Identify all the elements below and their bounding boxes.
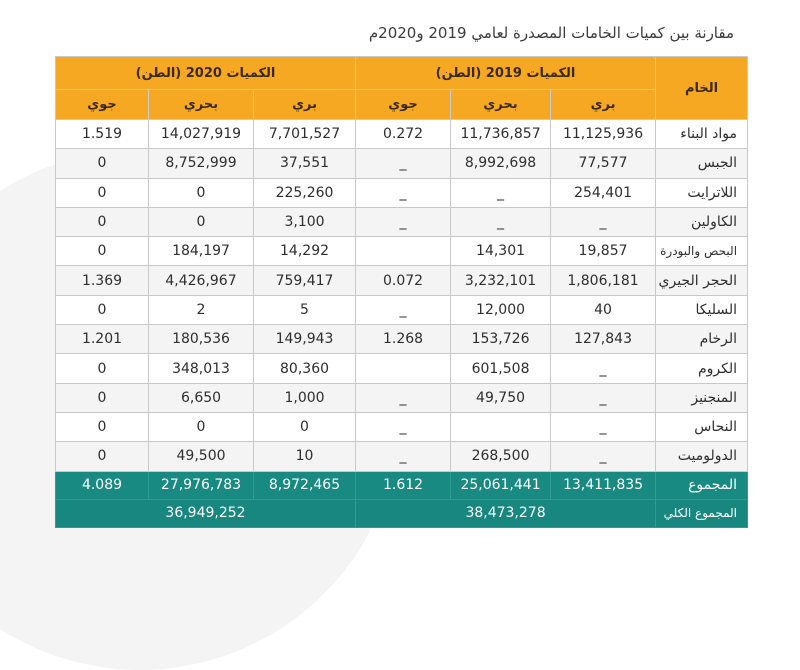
table-row: [56, 412, 748, 441]
grand-total-label: المجموع الكلي: [656, 499, 748, 527]
table-row: [56, 354, 748, 383]
cell-sea-2019: 49,750: [451, 383, 551, 412]
header-air-2020: جوي: [56, 90, 149, 120]
cell-air-2020: 0: [56, 178, 149, 207]
cell-land-2020: 0: [254, 412, 356, 441]
cell-sea-2020: 14,027,919: [149, 120, 254, 149]
cell-land-2019: _: [551, 412, 656, 441]
table-row: [56, 207, 748, 236]
row-name: النحاس: [656, 412, 748, 441]
cell-sea-2019: 268,500: [451, 442, 551, 471]
cell-air-2019: 1.268: [356, 325, 451, 354]
cell-sea-2020: 180,536: [149, 325, 254, 354]
cell-air-2019: _: [356, 149, 451, 178]
cell-land-2019: _: [551, 354, 656, 383]
header-land-2019: بري: [551, 90, 656, 120]
table-row: [56, 120, 748, 149]
cell-land-2020: 10: [254, 442, 356, 471]
cell-land-2019: 40: [551, 295, 656, 324]
cell-sea-2020: 4,426,967: [149, 266, 254, 295]
table-row: [56, 178, 748, 207]
cell-land-2019: _: [551, 383, 656, 412]
cell-sea-2019: 601,508: [451, 354, 551, 383]
row-name: مواد البناء: [656, 120, 748, 149]
table-row: [56, 295, 748, 324]
table-row: [56, 149, 748, 178]
table-row: [56, 325, 748, 354]
cell-air-2019: 0.072: [356, 266, 451, 295]
cell-land-2019: 1,806,181: [551, 266, 656, 295]
total-sea-2019: 25,061,441: [451, 471, 551, 499]
header-air-2019: جوي: [356, 90, 451, 120]
cell-sea-2019: 14,301: [451, 237, 551, 266]
cell-air-2019: _: [356, 295, 451, 324]
cell-air-2020: 0: [56, 354, 149, 383]
cell-land-2019: _: [551, 207, 656, 236]
cell-sea-2020: 2: [149, 295, 254, 324]
cell-land-2020: 5: [254, 295, 356, 324]
table-row: [56, 237, 748, 266]
cell-sea-2019: 153,726: [451, 325, 551, 354]
grand-total-row: [56, 499, 748, 527]
cell-sea-2020: 6,650: [149, 383, 254, 412]
cell-sea-2020: 49,500: [149, 442, 254, 471]
cell-sea-2020: 0: [149, 178, 254, 207]
grand-total-2019: 38,473,278: [356, 499, 656, 527]
grand-total-2020: 36,949,252: [56, 499, 356, 527]
cell-air-2019: _: [356, 207, 451, 236]
cell-sea-2020: 0: [149, 207, 254, 236]
cell-sea-2020: 8,752,999: [149, 149, 254, 178]
table-row: [56, 383, 748, 412]
total-land-2019: 13,411,835: [551, 471, 656, 499]
cell-land-2020: 3,100: [254, 207, 356, 236]
row-name: اللاترايت: [656, 178, 748, 207]
cell-land-2020: 1,000: [254, 383, 356, 412]
table-row: [56, 442, 748, 471]
total-air-2020: 4.089: [56, 471, 149, 499]
cell-air-2019: _: [356, 383, 451, 412]
header-land-2020: بري: [254, 90, 356, 120]
header-qty-2020: الكميات 2020 (الطن): [56, 57, 356, 90]
cell-land-2019: 11,125,936: [551, 120, 656, 149]
cell-land-2020: 80,360: [254, 354, 356, 383]
cell-land-2020: 149,943: [254, 325, 356, 354]
cell-air-2020: 0: [56, 149, 149, 178]
cell-air-2020: 1.519: [56, 120, 149, 149]
row-name: الحجر الجيري: [656, 266, 748, 295]
cell-sea-2019: 11,736,857: [451, 120, 551, 149]
cell-sea-2020: 0: [149, 412, 254, 441]
total-land-2020: 8,972,465: [254, 471, 356, 499]
cell-air-2019: [356, 354, 451, 383]
row-name: الجبس: [656, 149, 748, 178]
cell-air-2019: _: [356, 442, 451, 471]
row-name: الرخام: [656, 325, 748, 354]
row-name: المنجنيز: [656, 383, 748, 412]
cell-sea-2019: 12,000: [451, 295, 551, 324]
cell-land-2019: 254,401: [551, 178, 656, 207]
cell-air-2020: 0: [56, 295, 149, 324]
row-name: الدولوميت: [656, 442, 748, 471]
cell-air-2020: 1.201: [56, 325, 149, 354]
cell-air-2019: 0.272: [356, 120, 451, 149]
total-air-2019: 1.612: [356, 471, 451, 499]
cell-sea-2020: 348,013: [149, 354, 254, 383]
cell-air-2020: 0: [56, 412, 149, 441]
cell-air-2019: _: [356, 412, 451, 441]
cell-sea-2019: _: [451, 207, 551, 236]
cell-land-2020: 37,551: [254, 149, 356, 178]
cell-air-2020: 1.369: [56, 266, 149, 295]
row-name: الكروم: [656, 354, 748, 383]
comparison-table: [55, 56, 748, 528]
cell-land-2019: 127,843: [551, 325, 656, 354]
cell-air-2019: [356, 237, 451, 266]
header-sea-2019: بحري: [451, 90, 551, 120]
cell-air-2020: 0: [56, 237, 149, 266]
header-sea-2020: بحري: [149, 90, 254, 120]
table-row: [56, 266, 748, 295]
row-name: السليكا: [656, 295, 748, 324]
header-raw: الخام: [656, 57, 748, 120]
cell-sea-2019: 3,232,101: [451, 266, 551, 295]
cell-sea-2019: [451, 412, 551, 441]
cell-land-2020: 7,701,527: [254, 120, 356, 149]
total-sea-2020: 27,976,783: [149, 471, 254, 499]
cell-sea-2019: _: [451, 178, 551, 207]
page-title: مقارنة بين كميات الخامات المصدرة لعامي 2019 و2020م: [368, 24, 734, 42]
cell-air-2019: _: [356, 178, 451, 207]
header-qty-2019: الكميات 2019 (الطن): [356, 57, 656, 90]
cell-sea-2020: 184,197: [149, 237, 254, 266]
total-label: المجموع: [656, 471, 748, 499]
total-row: [56, 471, 748, 499]
cell-air-2020: 0: [56, 207, 149, 236]
cell-air-2020: 0: [56, 442, 149, 471]
cell-land-2020: 14,292: [254, 237, 356, 266]
cell-land-2019: 19,857: [551, 237, 656, 266]
cell-land-2019: _: [551, 442, 656, 471]
cell-land-2020: 759,417: [254, 266, 356, 295]
row-name: البحص والبودرة: [656, 237, 748, 266]
row-name: الكاولين: [656, 207, 748, 236]
cell-air-2020: 0: [56, 383, 149, 412]
cell-sea-2019: 8,992,698: [451, 149, 551, 178]
cell-land-2020: 225,260: [254, 178, 356, 207]
cell-land-2019: 77,577: [551, 149, 656, 178]
